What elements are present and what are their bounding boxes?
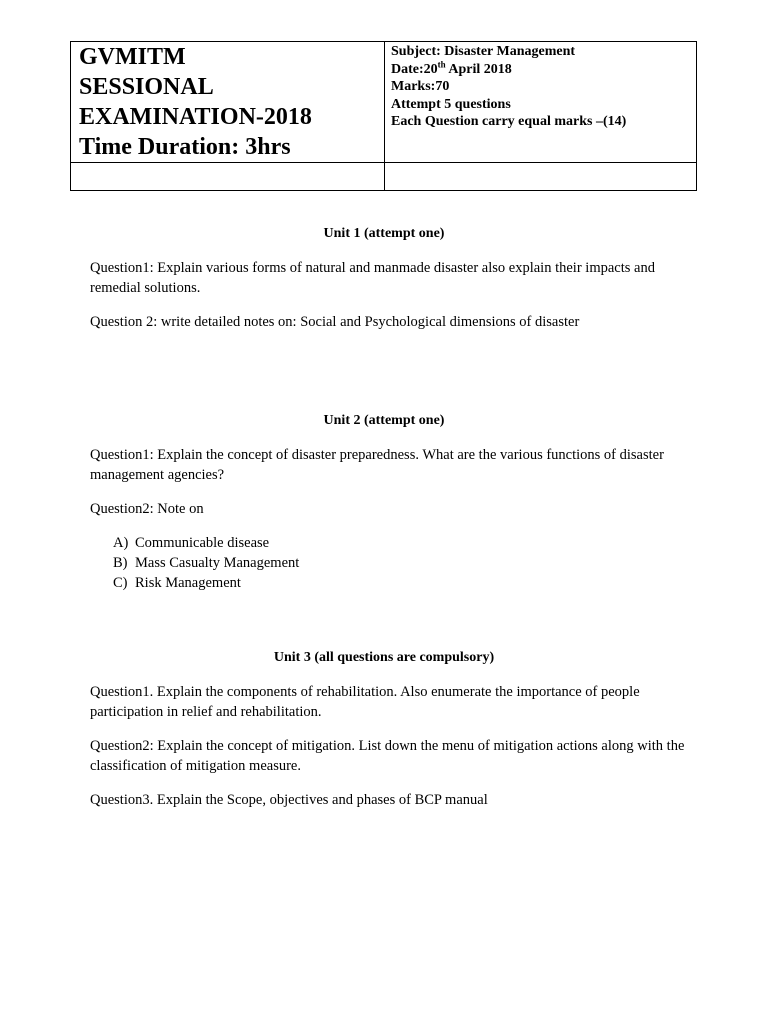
date-ordinal: th [437, 58, 446, 69]
exam-title-line: GVMITM [79, 44, 186, 70]
date-line [391, 58, 626, 79]
subject-line: Subject: Disaster Management [391, 44, 576, 59]
date-prefix: Date:20 [391, 61, 438, 77]
exam-title [79, 42, 312, 162]
list-item-letter: B) [113, 555, 128, 571]
date-suffix: April 2018 [445, 61, 512, 77]
unit-3-question-1: Question1. Explain the components of rehabilitation. Also enumerate the importance of people participation in relief and rehabilitation. [90, 684, 640, 720]
marks-line: Marks:70 [391, 79, 450, 94]
unit-3-question-2: Question2: Explain the concept of mitigation. List down the menu of mitigation actions along with the classification of mitigation measure. [90, 738, 685, 774]
list-item [113, 533, 299, 553]
unit-1-heading: Unit 1 (attempt one) [323, 226, 445, 241]
unit-1-question-1: Question1: Explain various forms of natural and manmade disaster also explain their impacts and remedial solutions. [90, 260, 655, 296]
list-item-letter: A) [113, 535, 129, 551]
note-list [113, 533, 299, 593]
list-item-text: Risk Management [135, 575, 241, 591]
exam-title-line: EXAMINATION-2018 [79, 104, 312, 130]
list-item-letter: C) [113, 575, 128, 591]
header-table [70, 41, 697, 191]
unit-1-question-2: Question 2: write detailed notes on: Social and Psychological dimensions of disaster [90, 314, 580, 330]
unit-3-question-3: Question3. Explain the Scope, objectives and phases of BCP manual [90, 792, 488, 808]
list-item-text: Communicable disease [135, 535, 270, 551]
list-item [113, 553, 299, 573]
list-item-text: Mass Casualty Management [135, 555, 300, 571]
unit-2-question-2: Question2: Note on [90, 501, 204, 517]
list-item [113, 573, 299, 593]
table-row-divider [71, 162, 696, 163]
exam-info [391, 43, 626, 131]
unit-2-question-1: Question1: Explain the concept of disaster preparedness. What are the various functions of disaster management agencies? [90, 447, 664, 483]
unit-2-heading: Unit 2 (attempt one) [323, 413, 445, 428]
unit-3-heading: Unit 3 (all questions are compulsory) [273, 650, 495, 665]
exam-title-line: Time Duration: 3hrs [79, 134, 291, 160]
equal-marks-line: Each Question carry equal marks –(14) [391, 114, 627, 129]
table-column-divider [384, 42, 385, 190]
attempt-line: Attempt 5 questions [391, 96, 511, 112]
exam-title-line: SESSIONAL [79, 74, 214, 100]
